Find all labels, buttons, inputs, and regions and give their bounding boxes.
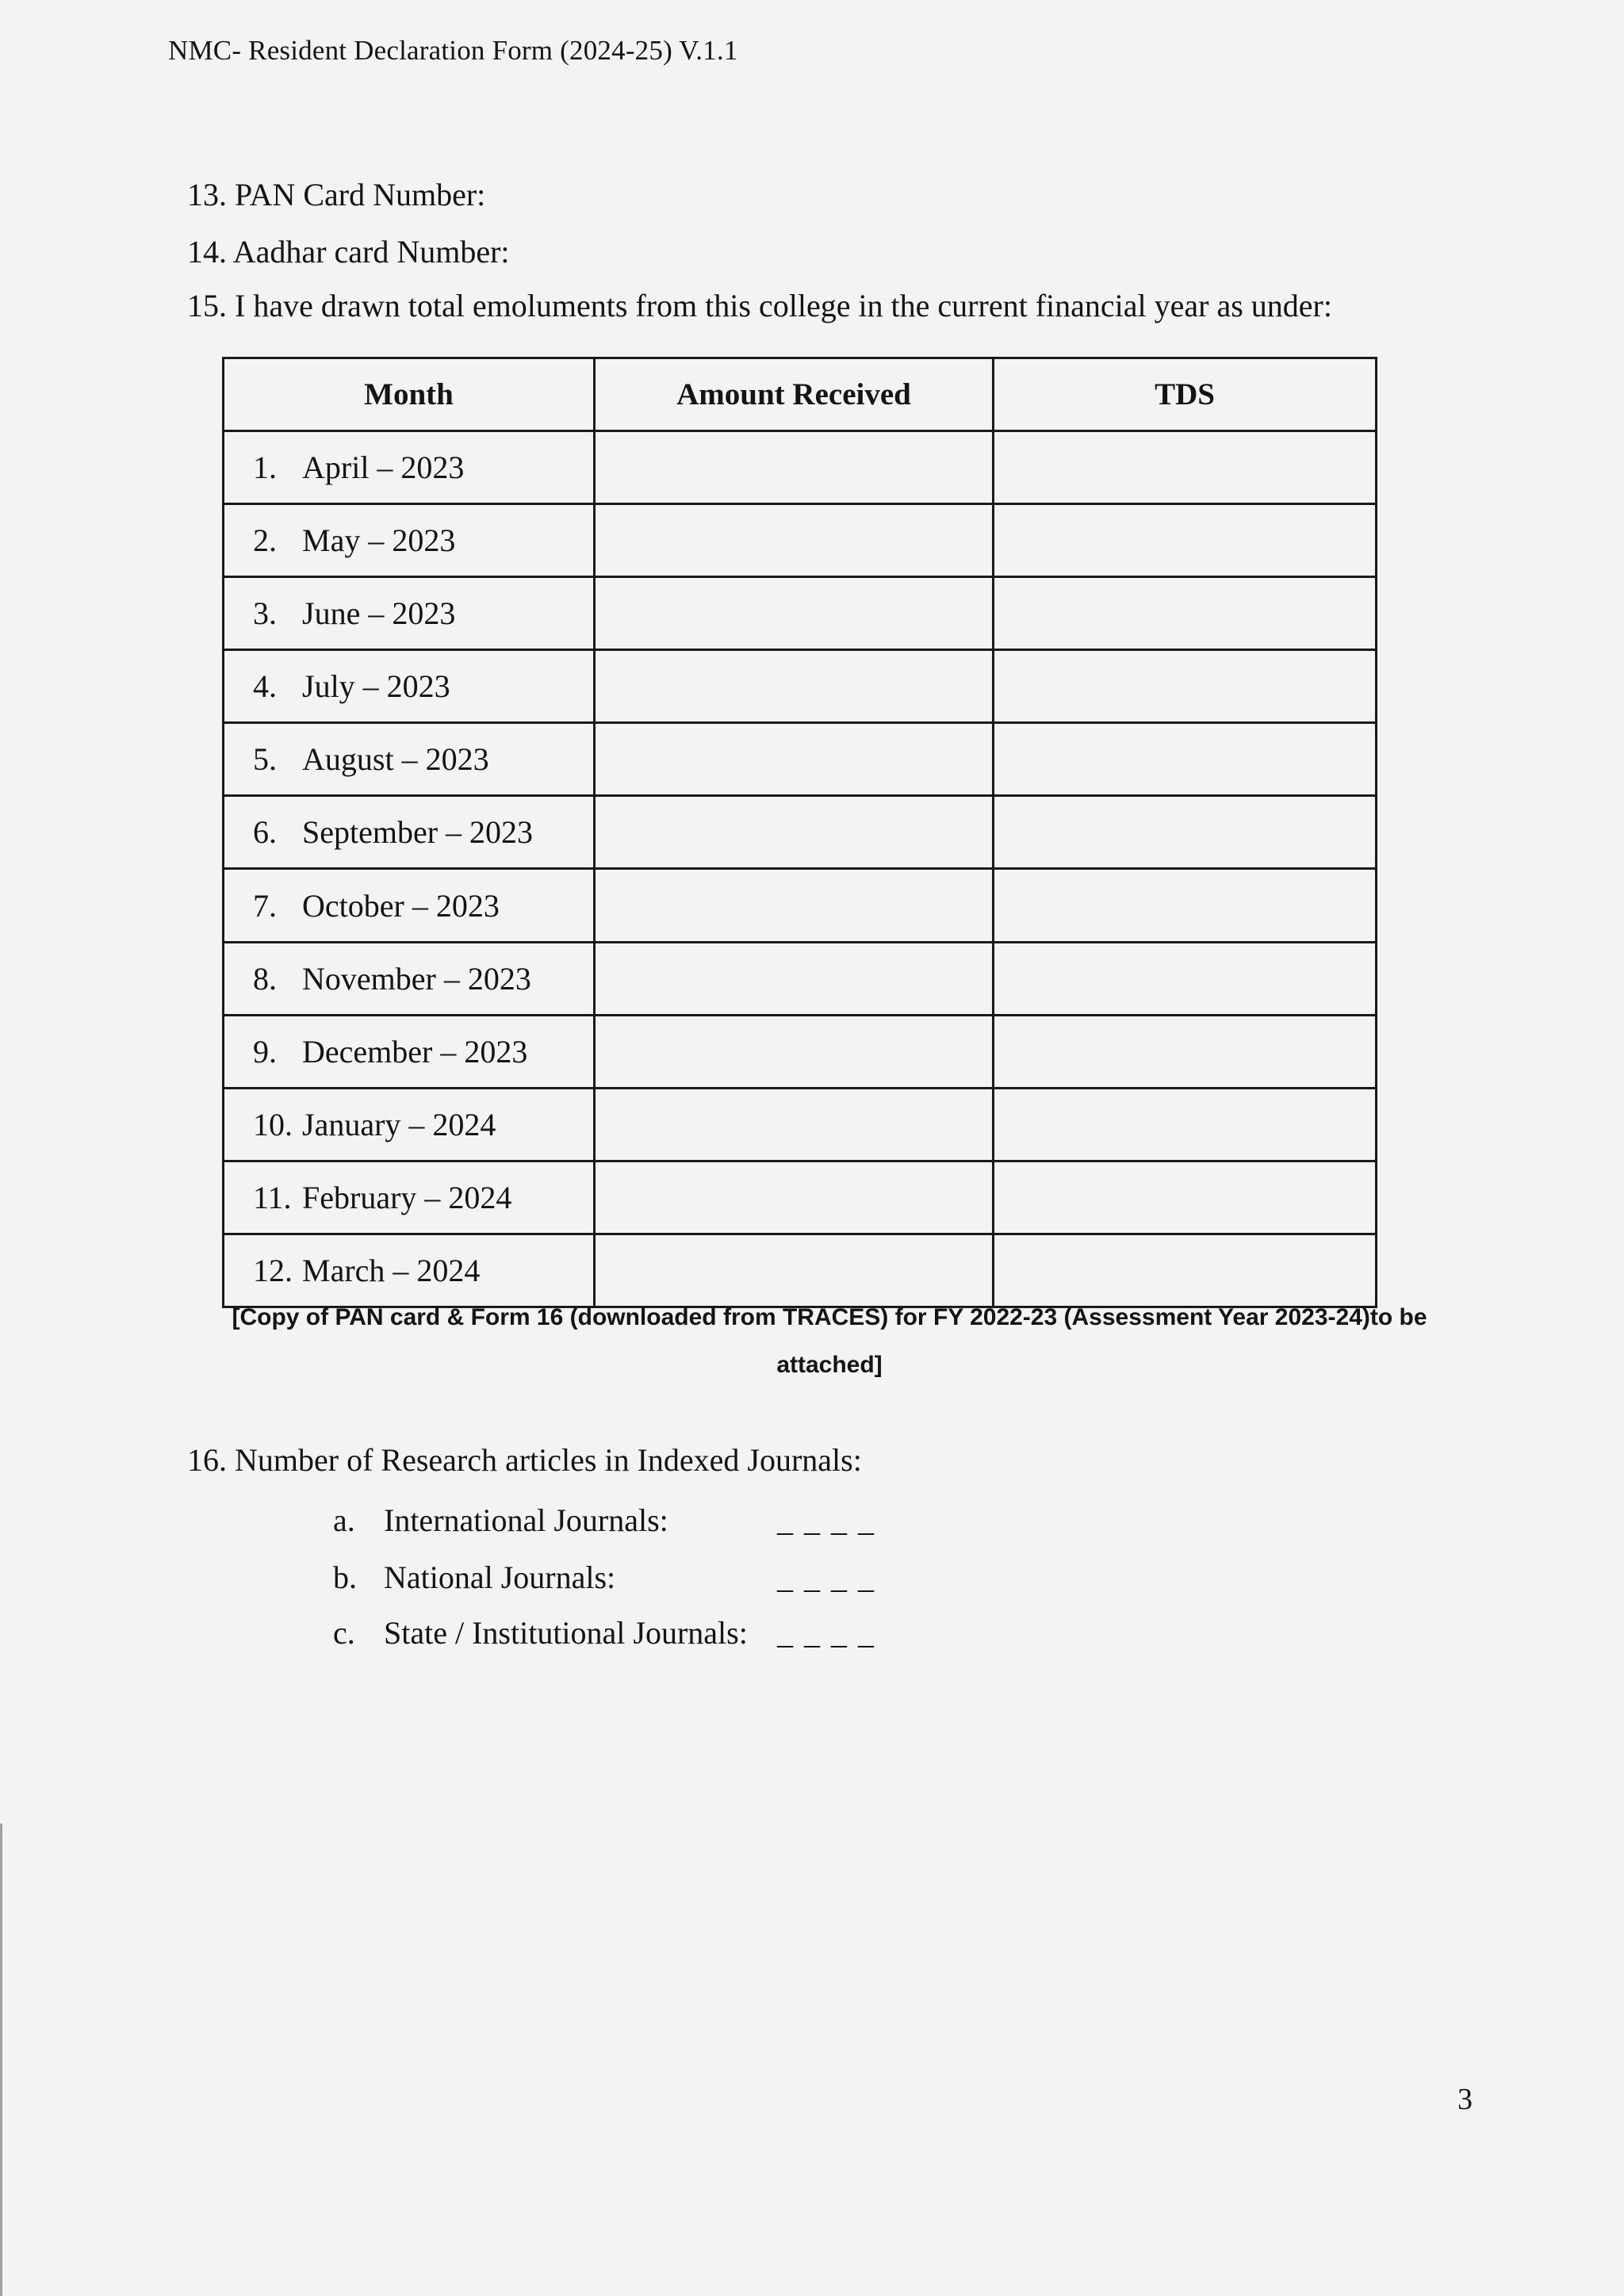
international-journals-item bbox=[333, 1502, 875, 1539]
row-number: 4. bbox=[253, 668, 277, 705]
amount-received-cell[interactable] bbox=[595, 1015, 994, 1088]
tds-cell[interactable] bbox=[994, 869, 1377, 942]
table-row bbox=[224, 1088, 1377, 1161]
table-row bbox=[224, 650, 1377, 723]
tds-cell[interactable] bbox=[994, 504, 1377, 577]
amount-received-cell[interactable] bbox=[595, 650, 994, 723]
item-letter: a. bbox=[333, 1502, 355, 1538]
amount-received-cell[interactable] bbox=[595, 504, 994, 577]
amount-received-cell[interactable] bbox=[595, 723, 994, 796]
amount-received-cell[interactable] bbox=[595, 431, 994, 504]
month-cell bbox=[224, 1015, 595, 1088]
table-row bbox=[224, 504, 1377, 577]
month-cell bbox=[224, 650, 595, 723]
month-cell bbox=[224, 577, 595, 650]
month-cell bbox=[224, 504, 595, 577]
column-header-tds: TDS bbox=[994, 358, 1377, 431]
amount-received-cell[interactable] bbox=[595, 942, 994, 1015]
row-number: 7. bbox=[253, 887, 277, 924]
table-row bbox=[224, 1161, 1377, 1234]
row-number: 12. bbox=[253, 1252, 293, 1288]
tds-cell[interactable] bbox=[994, 650, 1377, 723]
national-journals-blank[interactable]: _ _ _ _ bbox=[777, 1559, 875, 1595]
amount-received-cell[interactable] bbox=[595, 577, 994, 650]
tds-cell[interactable] bbox=[994, 796, 1377, 869]
row-number: 10. bbox=[253, 1106, 293, 1142]
international-journals-blank[interactable]: _ _ _ _ bbox=[777, 1502, 875, 1538]
item-letter: c. bbox=[333, 1615, 355, 1651]
form-header: NMC- Resident Declaration Form (2024-25) V.1.1 bbox=[168, 35, 738, 66]
month-label: September – 2023 bbox=[302, 814, 534, 851]
amount-received-cell[interactable] bbox=[595, 796, 994, 869]
amount-received-cell[interactable] bbox=[595, 1088, 994, 1161]
row-number: 8. bbox=[253, 960, 277, 997]
scan-edge-divider bbox=[0, 1823, 2, 2296]
tds-cell[interactable] bbox=[994, 1088, 1377, 1161]
tds-cell[interactable] bbox=[994, 942, 1377, 1015]
amount-received-cell[interactable] bbox=[595, 869, 994, 942]
pan-card-number-label: 13. PAN Card Number: bbox=[187, 177, 486, 212]
tds-cell[interactable] bbox=[994, 723, 1377, 796]
row-number: 6. bbox=[253, 814, 277, 851]
month-cell bbox=[224, 1161, 595, 1234]
month-label: May – 2023 bbox=[302, 522, 456, 559]
attachment-note: [Copy of PAN card & Form 16 (downloaded from TRACES) for FY 2022-23 (Assessment Year 2023-24)to be attached] bbox=[232, 1304, 1427, 1378]
month-label: January – 2024 bbox=[302, 1106, 496, 1142]
month-label: July – 2023 bbox=[302, 668, 450, 705]
aadhar-card-number-label: 14. Aadhar card Number: bbox=[187, 234, 510, 270]
row-number: 1. bbox=[253, 450, 277, 486]
month-label: March – 2024 bbox=[302, 1252, 481, 1288]
amount-received-cell[interactable] bbox=[595, 1161, 994, 1234]
month-cell bbox=[224, 723, 595, 796]
item-label: State / Institutional Journals: bbox=[384, 1615, 748, 1651]
column-header-month: Month bbox=[224, 358, 595, 431]
table-row bbox=[224, 577, 1377, 650]
research-articles-label: 16. Number of Research articles in Indexed Journals: bbox=[187, 1442, 862, 1478]
table-row bbox=[224, 869, 1377, 942]
tds-cell[interactable] bbox=[994, 1161, 1377, 1234]
state-institutional-journals-item bbox=[333, 1614, 875, 1651]
month-cell bbox=[224, 942, 595, 1015]
month-cell bbox=[224, 869, 595, 942]
emoluments-table bbox=[222, 357, 1377, 1308]
row-number: 2. bbox=[253, 522, 277, 559]
month-cell bbox=[224, 796, 595, 869]
item-letter: b. bbox=[333, 1559, 357, 1595]
month-label: December – 2023 bbox=[302, 1033, 528, 1070]
row-number: 11. bbox=[253, 1179, 292, 1215]
row-number: 5. bbox=[253, 741, 277, 778]
table-header-row bbox=[224, 358, 1377, 431]
table-row bbox=[224, 942, 1377, 1015]
month-label: November – 2023 bbox=[302, 960, 531, 997]
month-cell bbox=[224, 431, 595, 504]
table-row bbox=[224, 431, 1377, 504]
national-journals-item bbox=[333, 1559, 875, 1596]
month-label: October – 2023 bbox=[302, 887, 500, 924]
tds-cell[interactable] bbox=[994, 1015, 1377, 1088]
state-institutional-journals-blank[interactable]: _ _ _ _ bbox=[777, 1615, 875, 1651]
row-number: 3. bbox=[253, 595, 277, 632]
item-label: International Journals: bbox=[384, 1502, 668, 1538]
month-label: August – 2023 bbox=[302, 741, 489, 778]
month-label: June – 2023 bbox=[302, 595, 456, 632]
table-row bbox=[224, 796, 1377, 869]
row-number: 9. bbox=[253, 1033, 277, 1070]
tds-cell[interactable] bbox=[994, 577, 1377, 650]
tds-cell[interactable] bbox=[994, 431, 1377, 504]
emoluments-statement: 15. I have drawn total emoluments from this college in the current financial year as under: bbox=[187, 288, 1332, 323]
table-row bbox=[224, 723, 1377, 796]
item-label: National Journals: bbox=[384, 1559, 616, 1595]
table-row bbox=[224, 1015, 1377, 1088]
column-header-amount-received: Amount Received bbox=[595, 358, 994, 431]
month-label: April – 2023 bbox=[302, 450, 465, 486]
month-label: February – 2024 bbox=[302, 1179, 512, 1215]
page-number: 3 bbox=[1457, 2083, 1473, 2116]
month-cell bbox=[224, 1088, 595, 1161]
